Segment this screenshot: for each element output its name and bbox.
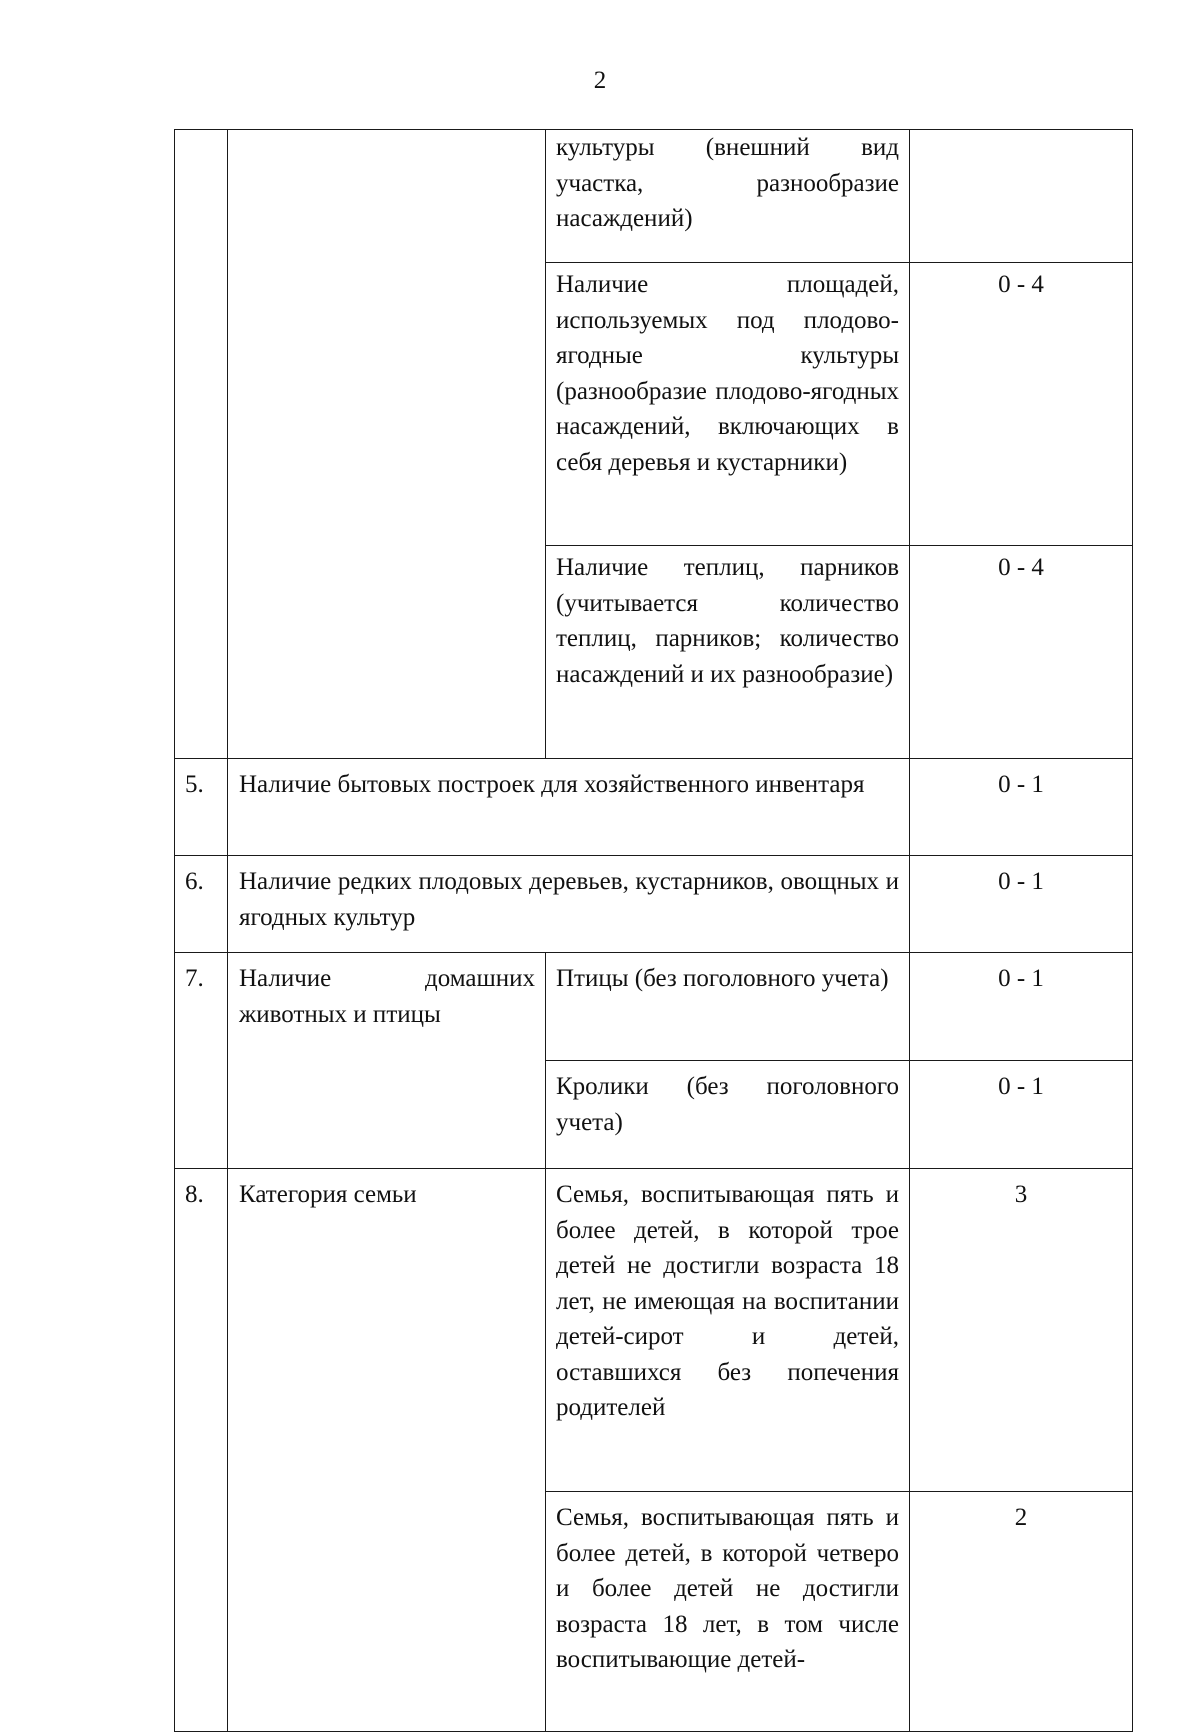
sub-criterion-cell: Кролики (без поголовного учета) xyxy=(546,1061,910,1169)
criterion-name-cell: Категория семьи xyxy=(228,1169,546,1732)
points-cell: 0 - 1 xyxy=(910,856,1133,953)
criterion-name-cell: Наличие редких плодовых деревьев, кустарников, овощных и ягодных культур xyxy=(228,856,910,953)
table-row xyxy=(175,759,1133,856)
sub-criterion-cell: культуры (внешний вид участка, разнообразие насаждений) xyxy=(546,130,910,263)
criterion-name-cell: Наличие бытовых построек для хозяйственного инвентаря xyxy=(228,759,910,856)
sub-criterion-cell: Семья, воспитывающая пять и более детей, в которой четверо и более детей не достигли возраста 18 лет, в том числе воспитывающие детей- xyxy=(546,1492,910,1732)
table-row xyxy=(175,953,1133,1061)
points-cell: 0 - 1 xyxy=(910,759,1133,856)
points-cell: 0 - 1 xyxy=(910,1061,1133,1169)
sub-criterion-cell: Птицы (без поголовного учета) xyxy=(546,953,910,1061)
row-number-cell: 8. xyxy=(175,1169,228,1732)
sub-criterion-cell: Наличие теплиц, парников (учитывается количество теплиц, парников; количество насаждений и их разнообразие) xyxy=(546,546,910,759)
sub-criterion-cell: Семья, воспитывающая пять и более детей, в которой трое детей не достигли возраста 18 лет, не имеющая на воспитании детей-сирот и детей, оставшихся без попечения родителей xyxy=(546,1169,910,1492)
row-number-cell xyxy=(175,130,228,759)
criteria-table xyxy=(174,129,1133,1732)
points-cell: 0 - 4 xyxy=(910,546,1133,759)
criterion-name-cell xyxy=(228,130,546,759)
points-cell: 3 xyxy=(910,1169,1133,1492)
page-number: 2 xyxy=(593,67,607,94)
row-number-cell: 6. xyxy=(175,856,228,953)
table-row xyxy=(175,1169,1133,1492)
criterion-name-cell: Наличие домашних животных и птицы xyxy=(228,953,546,1169)
row-number-cell: 5. xyxy=(175,759,228,856)
points-cell xyxy=(910,130,1133,263)
points-cell: 2 xyxy=(910,1492,1133,1732)
table-row xyxy=(175,130,1133,263)
row-number-cell: 7. xyxy=(175,953,228,1169)
table-row xyxy=(175,856,1133,953)
sub-criterion-cell: Наличие площадей, используемых под плодово-ягодные культуры (разнообразие плодово-ягодных насаждений, включающих в себя деревья и кустарники) xyxy=(546,263,910,546)
points-cell: 0 - 4 xyxy=(910,263,1133,546)
points-cell: 0 - 1 xyxy=(910,953,1133,1061)
